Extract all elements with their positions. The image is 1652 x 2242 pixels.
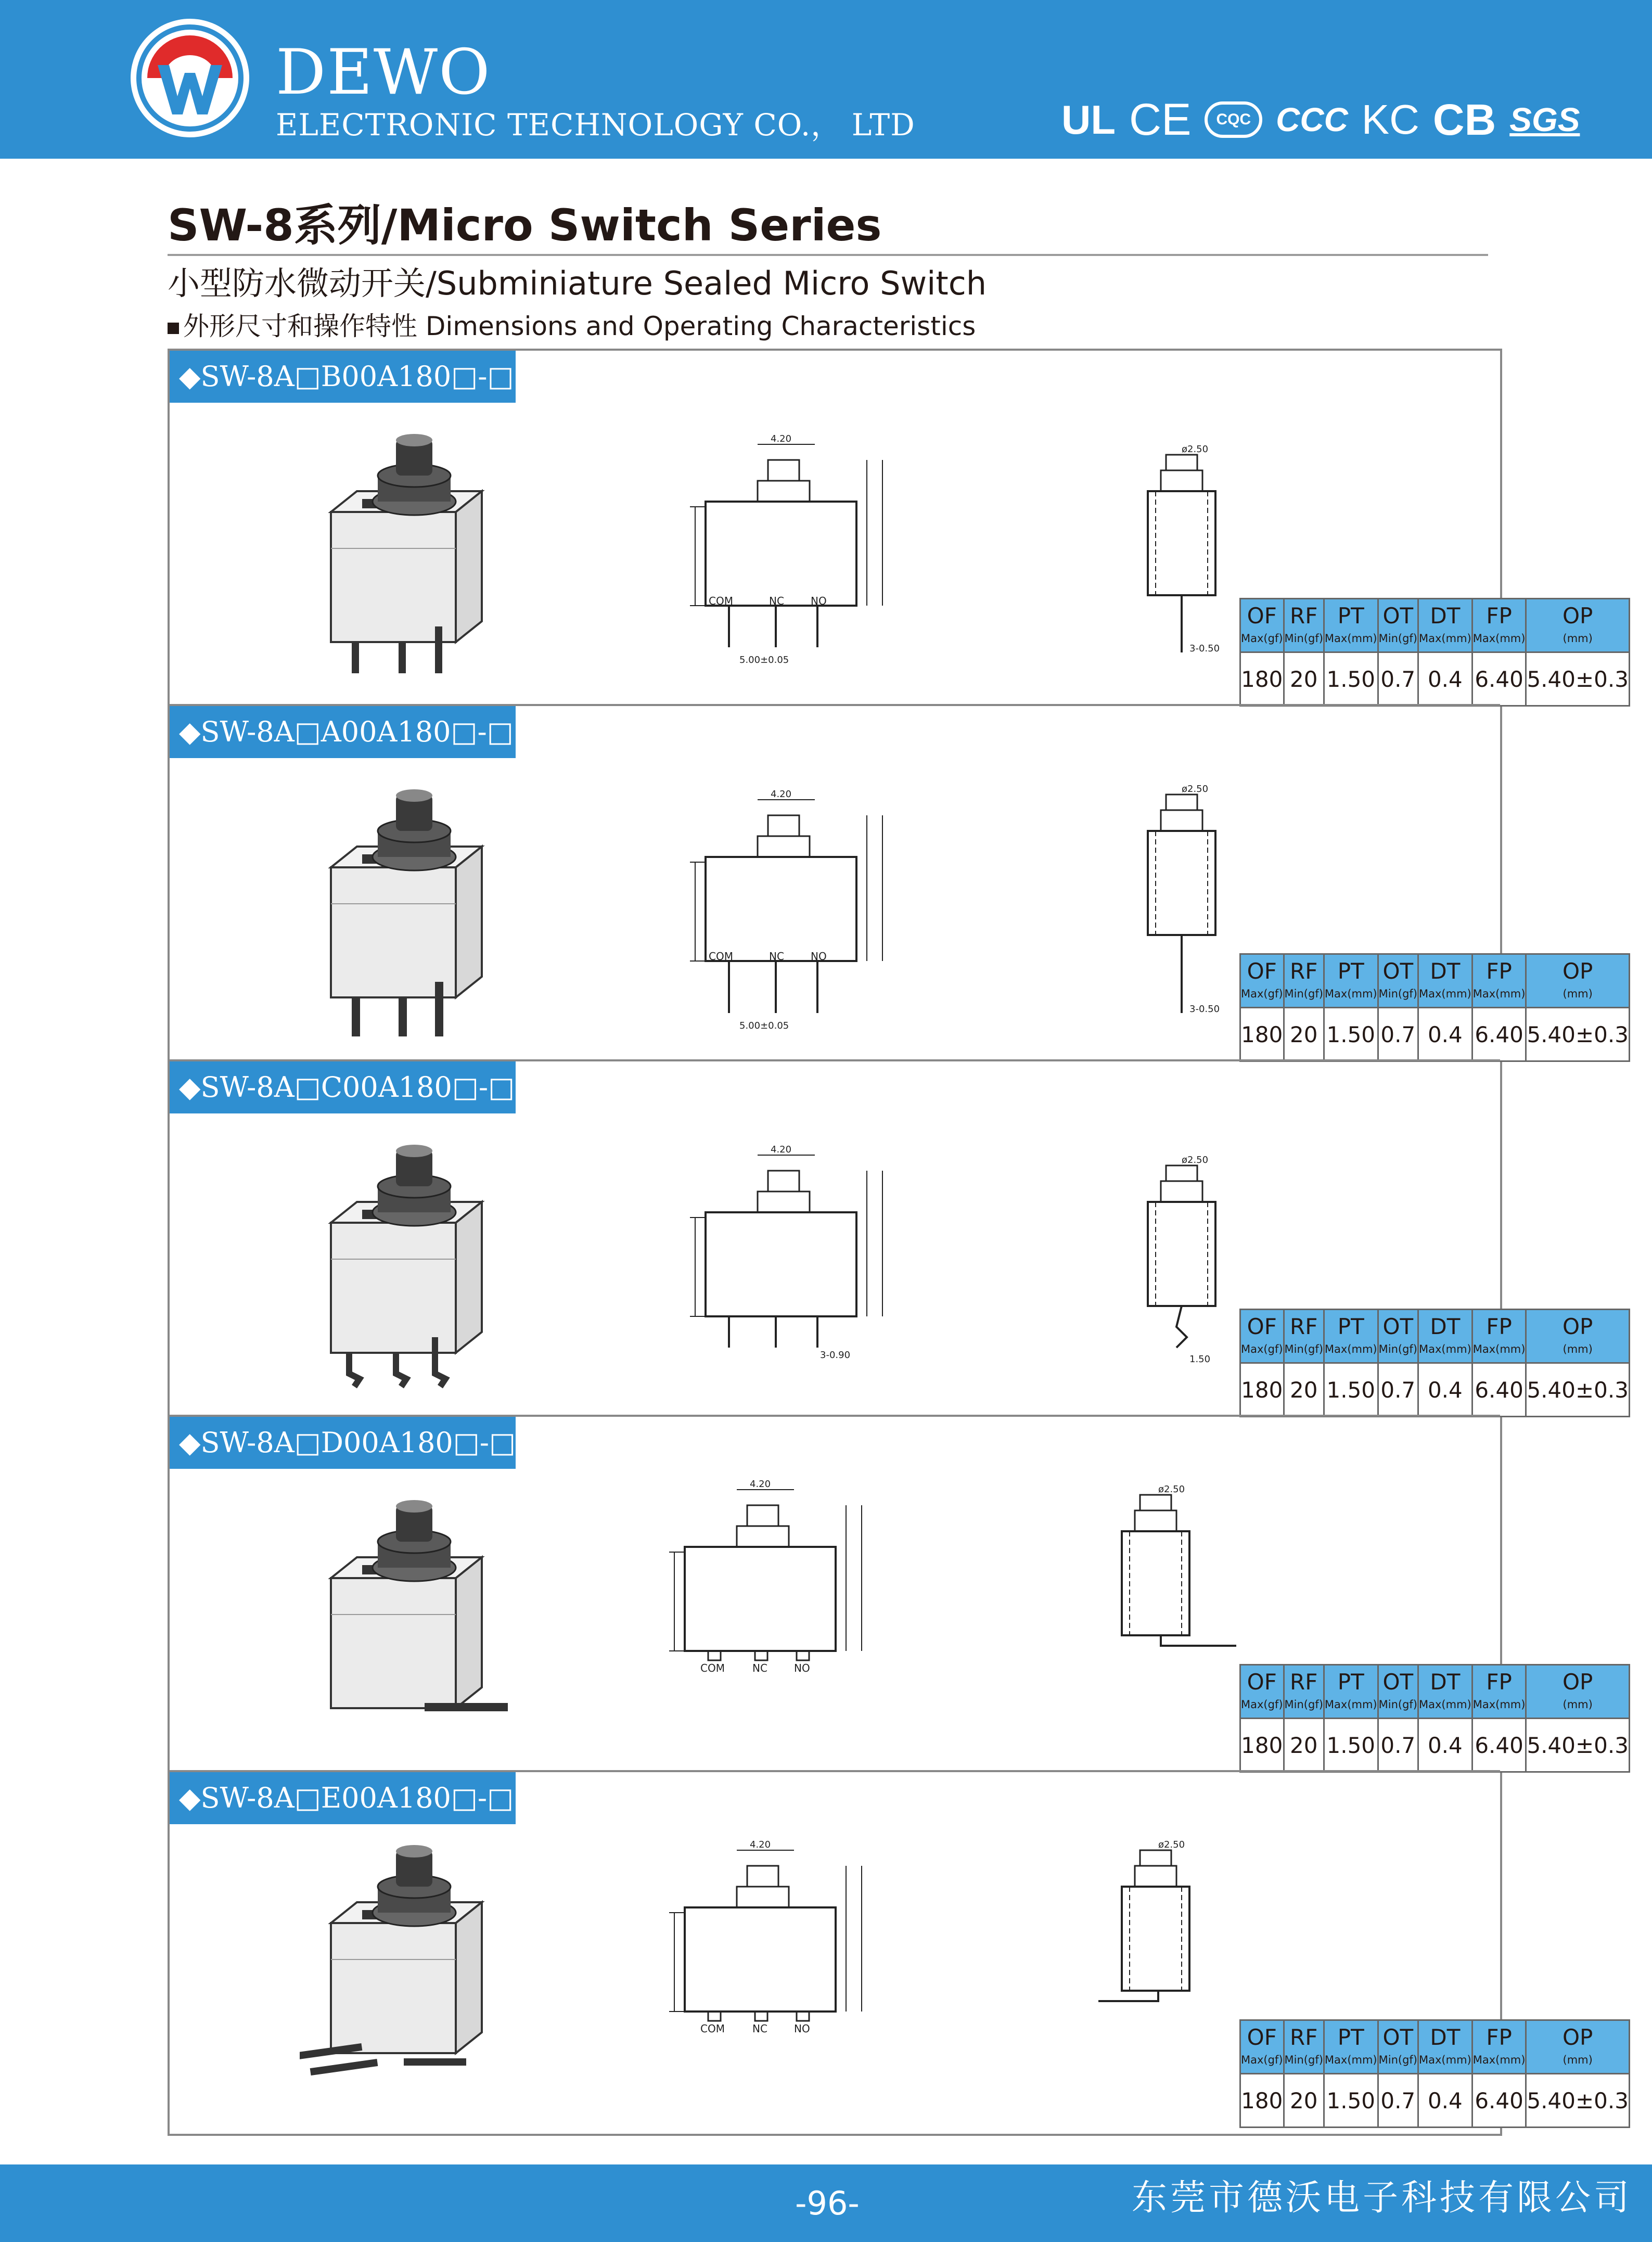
spec-col-name: FP — [1486, 2025, 1512, 2050]
spec-col-unit: Max(mm) — [1324, 1343, 1377, 1355]
spec-value: 20 — [1284, 1363, 1324, 1417]
side-view-drawing — [914, 753, 1247, 1044]
spec-value: 6.40 — [1472, 1008, 1526, 1061]
spec-value: 0.7 — [1378, 2074, 1418, 2128]
spec-value: 180 — [1240, 1719, 1284, 1772]
spec-value-row — [1240, 1363, 1630, 1417]
spec-col-name: PT — [1337, 2025, 1364, 2050]
spec-header-row — [1240, 599, 1630, 652]
spec-table — [1239, 2019, 1630, 2128]
pin-label: COM — [700, 2022, 725, 2035]
spec-col-name: OP — [1563, 958, 1593, 984]
spec-col-unit: Min(gf) — [1378, 1698, 1417, 1711]
cqc-mark-icon: CQC — [1205, 101, 1262, 138]
product-panel-c — [170, 1061, 1629, 1417]
spec-col-name: OP — [1563, 1669, 1593, 1695]
dim-label: 4.20 — [771, 433, 792, 444]
spec-col-name: PT — [1337, 958, 1364, 984]
spec-col-unit: Max(mm) — [1472, 2054, 1526, 2066]
pin-label: COM — [709, 950, 733, 963]
spec-col-unit: Max(gf) — [1241, 988, 1283, 1000]
spec-col-name: OT — [1382, 2025, 1414, 2050]
footer-company-name: 东莞市德沃电子科技有限公司 — [1132, 2177, 1633, 2219]
spec-col-name: RF — [1290, 1314, 1318, 1339]
spec-value: 180 — [1240, 1008, 1284, 1061]
spec-col-unit: Min(gf) — [1378, 1343, 1417, 1355]
spec-value: 5.40±0.3 — [1526, 2074, 1630, 2128]
model-label: ◆SW-8A□E00A180□-□ — [170, 1772, 516, 1824]
spec-value: 0.4 — [1418, 652, 1472, 706]
square-bullet-icon — [168, 323, 179, 334]
spec-col-name: DT — [1430, 1314, 1461, 1339]
spec-table — [1239, 598, 1630, 707]
ce-mark-icon: CE — [1129, 95, 1192, 145]
spec-table — [1239, 1309, 1630, 1417]
spec-col-name: FP — [1486, 958, 1512, 984]
dim-label: 3-0.90 — [820, 1350, 851, 1361]
spec-header-row — [1240, 1665, 1630, 1719]
spec-value: 1.50 — [1324, 1008, 1378, 1061]
side-view-drawing — [914, 1464, 1247, 1755]
spec-col-unit: Min(gf) — [1284, 1343, 1323, 1355]
spec-table — [1239, 953, 1630, 1062]
spec-value: 5.40±0.3 — [1526, 652, 1630, 706]
spec-col-name: OP — [1563, 1314, 1593, 1339]
spec-value: 20 — [1284, 1719, 1324, 1772]
spec-col-name: FP — [1486, 1314, 1512, 1339]
spec-col-name: DT — [1430, 1669, 1461, 1695]
spec-col-unit: Min(gf) — [1284, 1698, 1323, 1711]
spec-col-unit: Min(gf) — [1284, 988, 1323, 1000]
model-label: ◆SW-8A□D00A180□-□ — [170, 1417, 516, 1469]
dim-label: ø2.50 — [1182, 784, 1209, 795]
spec-header-row — [1240, 2020, 1630, 2074]
spec-col-unit: Max(mm) — [1419, 1343, 1471, 1355]
spec-col-name: PT — [1337, 1314, 1364, 1339]
spec-col-name: FP — [1486, 1669, 1512, 1695]
switch-photo — [300, 1829, 518, 2105]
spec-col-unit: Max(mm) — [1324, 632, 1377, 645]
spec-value: 20 — [1284, 652, 1324, 706]
spec-value: 0.4 — [1418, 2074, 1472, 2128]
ul-mark-icon: UL — [1061, 97, 1116, 143]
pin-label: NC — [769, 595, 784, 607]
company-name: ELECTRONIC TECHNOLOGY CO.， LTD — [276, 107, 915, 143]
spec-value: 1.50 — [1324, 1363, 1378, 1417]
page-subtitle: 小型防水微动开关/Subminiature Sealed Micro Switch — [168, 264, 987, 302]
product-panel-b — [170, 351, 1629, 706]
spec-value: 6.40 — [1472, 2074, 1526, 2128]
pin-label: NO — [811, 595, 827, 607]
spec-col-unit: Max(mm) — [1419, 988, 1471, 1000]
pin-label: NO — [811, 950, 827, 963]
title-divider — [168, 254, 1488, 256]
switch-photo — [300, 408, 518, 684]
spec-value: 0.7 — [1378, 1719, 1418, 1772]
spec-col-name: OP — [1563, 2025, 1593, 2050]
page-footer — [0, 2164, 1652, 2242]
product-panel-a — [170, 706, 1629, 1061]
spec-value: 1.50 — [1324, 652, 1378, 706]
brand-name: DEWO — [276, 36, 491, 109]
spec-col-name: DT — [1430, 958, 1461, 984]
spec-col-name: OP — [1563, 603, 1593, 629]
spec-value-row — [1240, 652, 1630, 706]
cb-mark-icon: CB — [1432, 95, 1496, 144]
spec-value-row — [1240, 2074, 1630, 2128]
side-view-drawing — [914, 1819, 1247, 2110]
spec-col-name: OF — [1247, 1669, 1277, 1695]
dim-label: 4.20 — [750, 1479, 771, 1490]
pin-label: NO — [794, 1662, 810, 1674]
switch-photo — [300, 763, 518, 1039]
switch-photo — [300, 1474, 518, 1750]
spec-col-unit: Max(mm) — [1472, 1698, 1526, 1711]
pin-label: NC — [752, 1662, 767, 1674]
side-view-drawing — [914, 398, 1247, 689]
product-panel-e — [170, 1772, 1629, 2128]
spec-value: 6.40 — [1472, 652, 1526, 706]
spec-col-name: OF — [1247, 958, 1277, 984]
spec-col-name: OT — [1382, 1314, 1414, 1339]
spec-col-unit: Max(mm) — [1324, 2054, 1377, 2066]
kc-mark-icon: KC — [1361, 96, 1419, 143]
dim-label: 5.00±0.05 — [739, 1020, 789, 1031]
spec-col-unit: (mm) — [1563, 1698, 1593, 1711]
front-view-drawing — [622, 1819, 945, 2110]
front-view-drawing — [622, 1464, 945, 1755]
spec-value: 0.7 — [1378, 652, 1418, 706]
spec-col-unit: Max(mm) — [1419, 1698, 1471, 1711]
spec-col-unit: Max(mm) — [1324, 1698, 1377, 1711]
pin-label: NC — [752, 2022, 767, 2035]
spec-col-name: PT — [1337, 1669, 1364, 1695]
front-view-drawing — [622, 753, 945, 1044]
dim-label: 3-0.50 — [1189, 643, 1220, 654]
spec-header-row — [1240, 1310, 1630, 1363]
page-number: -96- — [795, 2184, 860, 2222]
spec-col-name: RF — [1290, 958, 1318, 984]
spec-value: 5.40±0.3 — [1526, 1363, 1630, 1417]
spec-col-name: RF — [1290, 603, 1318, 629]
spec-col-unit: Min(gf) — [1284, 632, 1323, 645]
spec-col-unit: Min(gf) — [1284, 2054, 1323, 2066]
spec-value: 0.4 — [1418, 1363, 1472, 1417]
model-label: ◆SW-8A□B00A180□-□ — [170, 351, 516, 403]
spec-table — [1239, 1664, 1630, 1773]
spec-col-unit: Max(gf) — [1241, 1343, 1283, 1355]
spec-col-unit: Min(gf) — [1378, 2054, 1417, 2066]
model-label: ◆SW-8A□A00A180□-□ — [170, 706, 516, 758]
spec-col-unit: Max(mm) — [1419, 2054, 1471, 2066]
spec-value-row — [1240, 1719, 1630, 1772]
spec-col-name: OT — [1382, 958, 1414, 984]
spec-value: 180 — [1240, 1363, 1284, 1417]
dim-label: 5.00±0.05 — [739, 655, 789, 665]
dim-label: 3-0.50 — [1189, 1004, 1220, 1015]
spec-col-unit: (mm) — [1563, 632, 1593, 645]
dim-label: ø2.50 — [1158, 1839, 1185, 1850]
spec-value: 180 — [1240, 652, 1284, 706]
spec-value: 0.7 — [1378, 1008, 1418, 1061]
spec-value: 5.40±0.3 — [1526, 1008, 1630, 1061]
side-view-drawing — [914, 1108, 1247, 1400]
spec-value: 1.50 — [1324, 1719, 1378, 1772]
pin-label: NC — [769, 950, 784, 963]
front-view-drawing — [622, 398, 945, 689]
spec-col-name: OT — [1382, 603, 1414, 629]
spec-col-name: DT — [1430, 2025, 1461, 2050]
spec-col-unit: Max(mm) — [1472, 988, 1526, 1000]
spec-col-unit: Max(mm) — [1324, 988, 1377, 1000]
switch-photo — [300, 1119, 518, 1394]
dim-label: 4.20 — [771, 789, 792, 800]
dim-label: 1.50 — [1189, 1354, 1211, 1365]
spec-header-row — [1240, 954, 1630, 1008]
spec-col-name: RF — [1290, 1669, 1318, 1695]
certification-marks — [1061, 94, 1580, 146]
dim-label: 4.20 — [771, 1144, 792, 1155]
spec-col-unit: (mm) — [1563, 1343, 1593, 1355]
spec-value: 1.50 — [1324, 2074, 1378, 2128]
spec-col-name: FP — [1486, 603, 1512, 629]
spec-value: 0.7 — [1378, 1363, 1418, 1417]
product-panel-d — [170, 1417, 1629, 1772]
spec-value: 20 — [1284, 1008, 1324, 1061]
spec-value: 5.40±0.3 — [1526, 1719, 1630, 1772]
spec-col-name: OF — [1247, 603, 1277, 629]
spec-col-name: RF — [1290, 2025, 1318, 2050]
front-view-drawing — [622, 1108, 945, 1400]
spec-col-unit: (mm) — [1563, 988, 1593, 1000]
spec-col-name: OT — [1382, 1669, 1414, 1695]
page-header — [0, 0, 1652, 159]
spec-col-unit: Max(gf) — [1241, 632, 1283, 645]
spec-col-unit: Min(gf) — [1378, 632, 1417, 645]
spec-col-unit: Max(mm) — [1419, 632, 1471, 645]
spec-value: 0.4 — [1418, 1008, 1472, 1061]
spec-col-name: OF — [1247, 2025, 1277, 2050]
spec-col-unit: Max(gf) — [1241, 2054, 1283, 2066]
spec-value: 6.40 — [1472, 1719, 1526, 1772]
spec-value: 180 — [1240, 2074, 1284, 2128]
spec-col-name: DT — [1430, 603, 1461, 629]
spec-value: 0.4 — [1418, 1719, 1472, 1772]
dim-label: ø2.50 — [1182, 444, 1209, 455]
dim-label: ø2.50 — [1158, 1484, 1185, 1495]
dewo-logo — [127, 16, 252, 140]
spec-col-name: PT — [1337, 603, 1364, 629]
sgs-mark-icon: SGS — [1509, 101, 1580, 138]
spec-col-unit: Max(gf) — [1241, 1698, 1283, 1711]
spec-col-unit: Max(mm) — [1472, 1343, 1526, 1355]
spec-value-row — [1240, 1008, 1630, 1061]
spec-col-unit: Max(mm) — [1472, 632, 1526, 645]
ccc-mark-icon: CCC — [1276, 101, 1348, 138]
dim-label: ø2.50 — [1182, 1155, 1209, 1165]
page-title: SW-8系列/Micro Switch Series — [168, 200, 882, 251]
pin-label: COM — [709, 595, 733, 607]
spec-col-unit: Min(gf) — [1378, 988, 1417, 1000]
pin-label: NO — [794, 2022, 810, 2035]
spec-col-unit: (mm) — [1563, 2054, 1593, 2066]
model-label: ◆SW-8A□C00A180□-□ — [170, 1061, 516, 1113]
section-heading — [168, 308, 976, 344]
dim-label: 4.20 — [750, 1839, 771, 1850]
pin-label: COM — [700, 1662, 725, 1674]
spec-value: 6.40 — [1472, 1363, 1526, 1417]
spec-col-name: OF — [1247, 1314, 1277, 1339]
spec-value: 20 — [1284, 2074, 1324, 2128]
section-heading-text: 外形尺寸和操作特性 Dimensions and Operating Characteristics — [183, 311, 976, 341]
